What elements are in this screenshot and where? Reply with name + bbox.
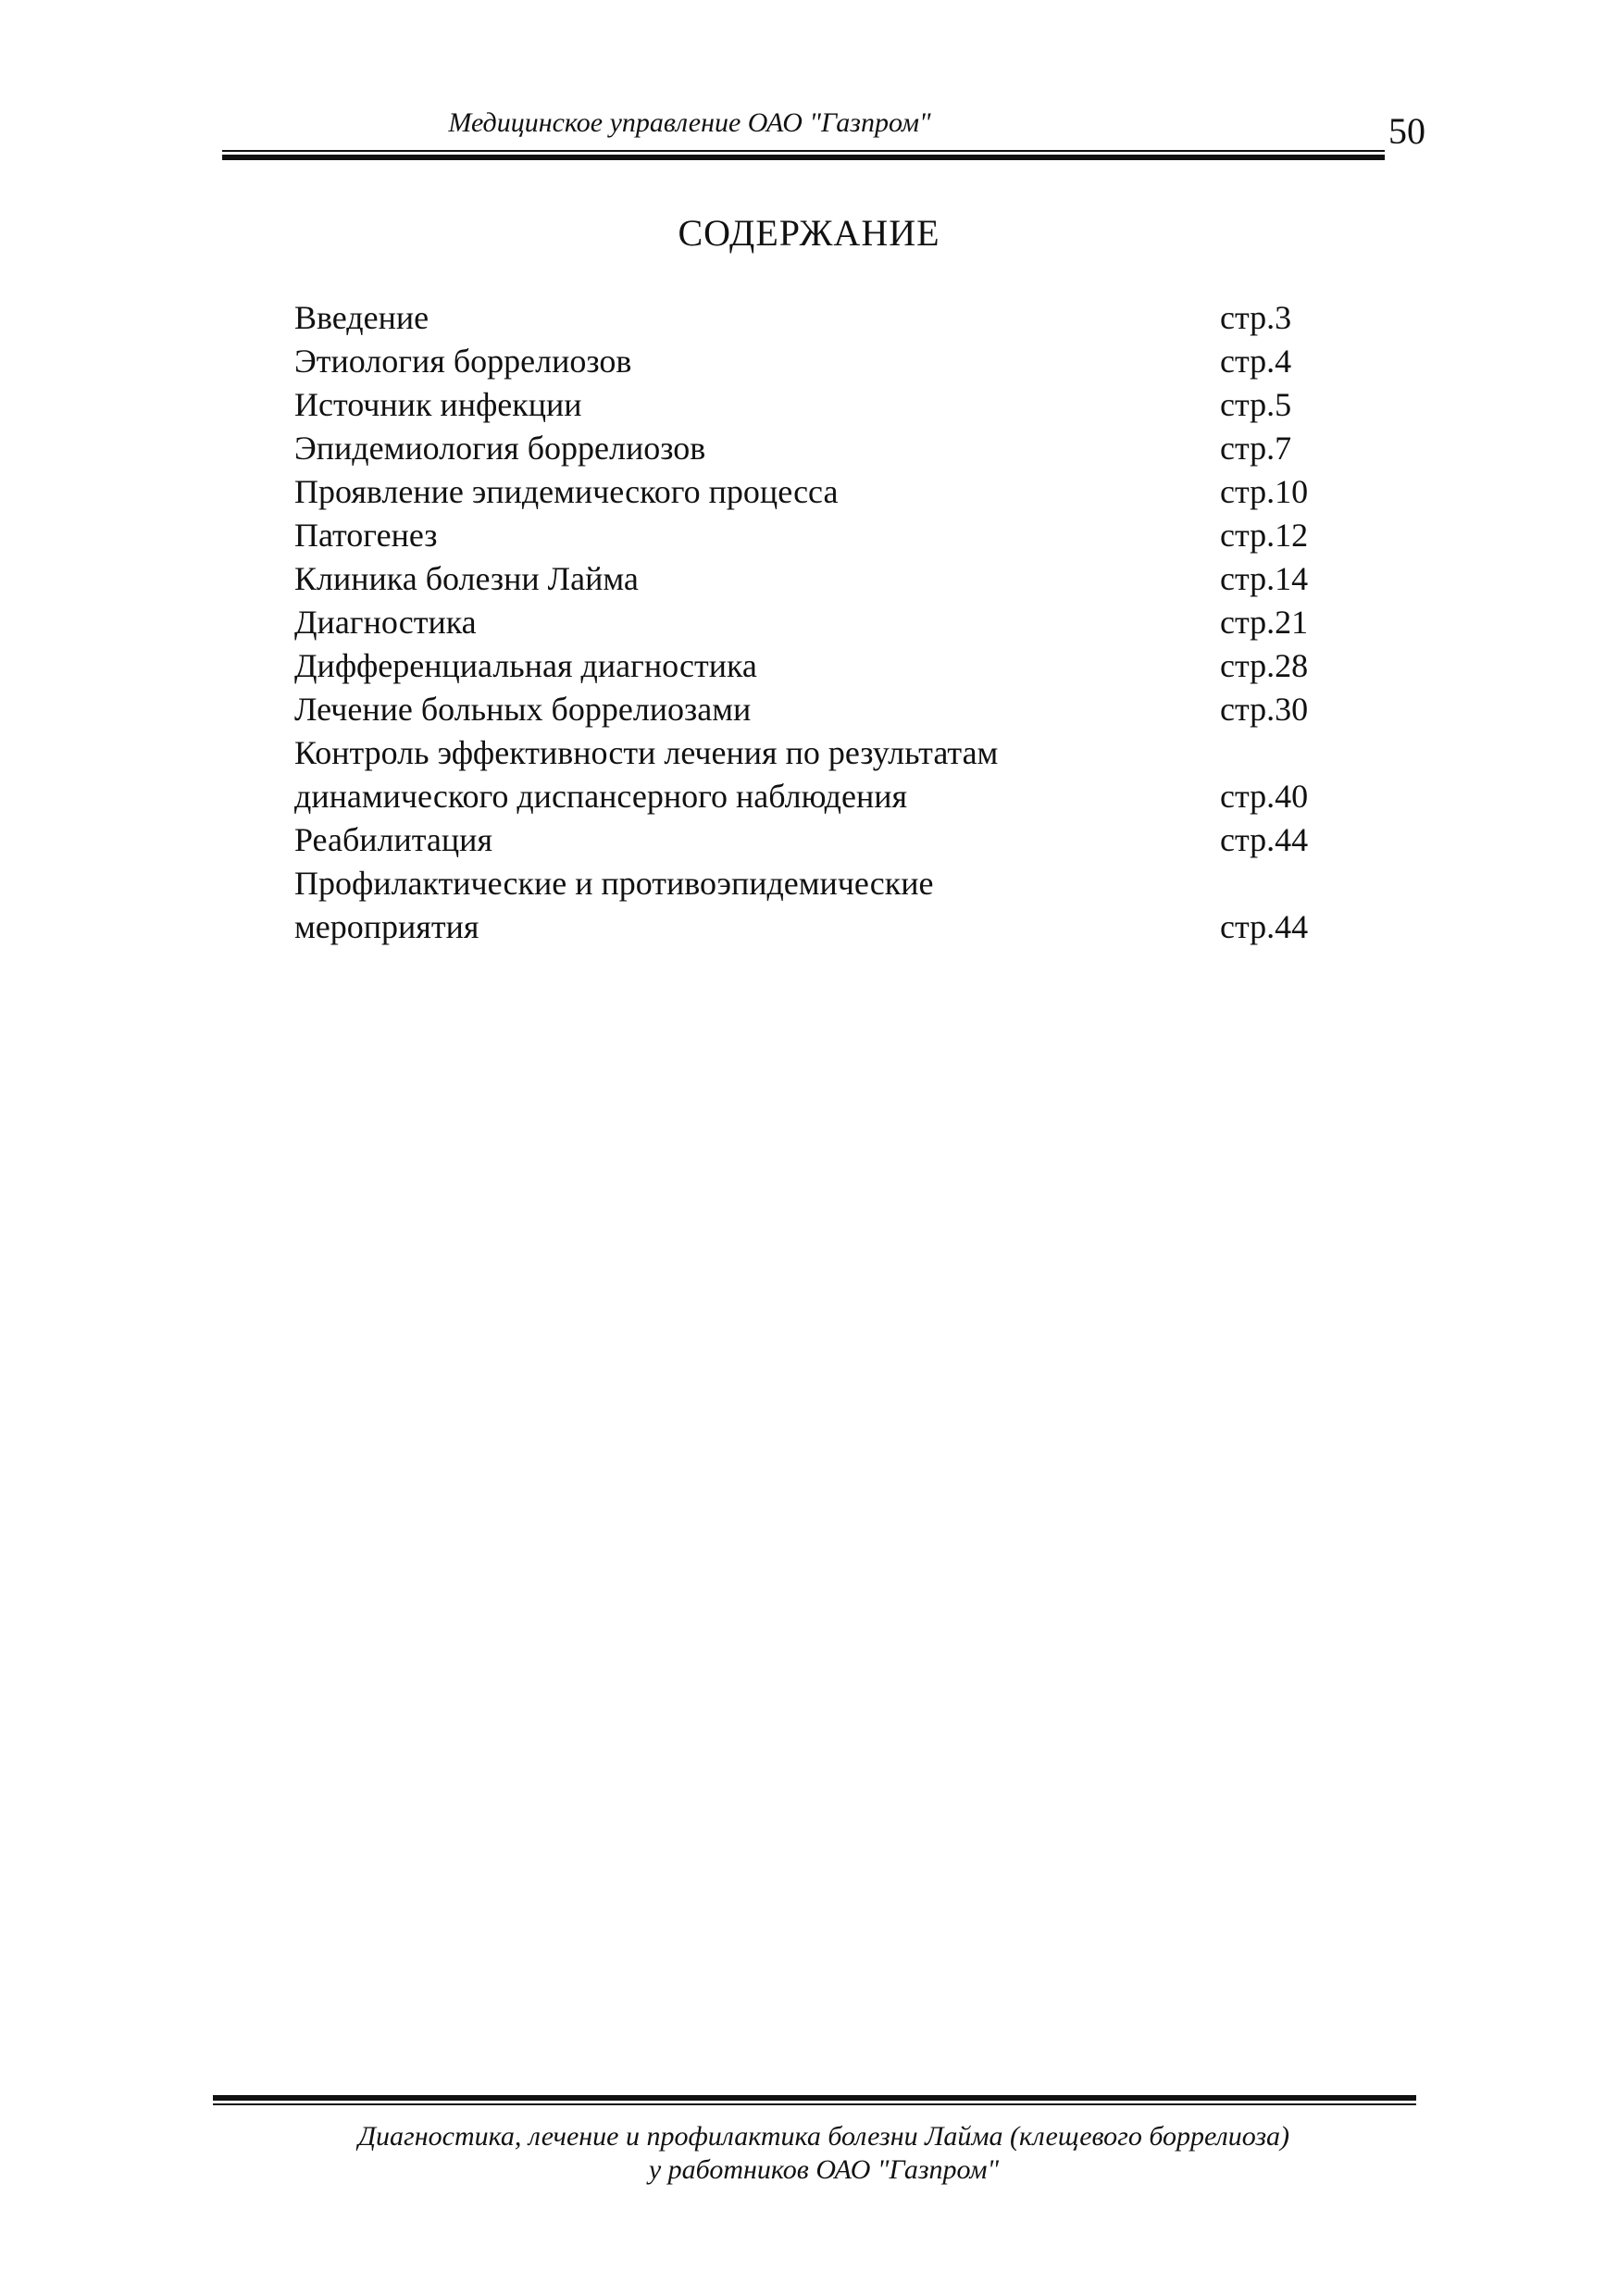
toc-entry-page: стр.12 bbox=[1220, 517, 1309, 554]
toc-entry-title bbox=[294, 644, 1220, 688]
toc-entry-title bbox=[294, 818, 1220, 862]
toc-entry bbox=[294, 340, 1340, 383]
toc-entry-title bbox=[294, 470, 1220, 514]
toc-entry-title-line: Дифференциальная диагностика bbox=[294, 647, 757, 684]
toc-entry-title-line: Лечение больных боррелиозами bbox=[294, 691, 752, 728]
toc-entry-page: стр.40 bbox=[1220, 778, 1309, 815]
toc-entry bbox=[294, 818, 1340, 862]
toc-entry-title-line: мероприятия bbox=[294, 908, 479, 945]
toc-entry bbox=[294, 514, 1340, 557]
toc-entry-page: стр.44 bbox=[1220, 908, 1309, 945]
toc-entry-page: стр.10 bbox=[1220, 473, 1309, 510]
header-title: Медицинское управление ОАО "Газпром" bbox=[448, 107, 931, 138]
toc-entry-page: стр.4 bbox=[1220, 343, 1292, 380]
toc-entry-title bbox=[294, 731, 1220, 818]
toc-entry bbox=[294, 688, 1340, 731]
toc-entry-title-line: Эпидемиология боррелиозов bbox=[294, 430, 706, 467]
toc-entry-title-line: Профилактические и противоэпидемические bbox=[294, 865, 934, 902]
toc-entry-title bbox=[294, 601, 1220, 644]
toc-entry-page: стр.7 bbox=[1220, 430, 1292, 467]
toc-entry bbox=[294, 427, 1340, 470]
running-footer bbox=[222, 2120, 1425, 2187]
toc-entry bbox=[294, 601, 1340, 644]
toc-entry-page: стр.30 bbox=[1220, 691, 1309, 728]
toc-entry bbox=[294, 470, 1340, 514]
toc-entry-title-line: Контроль эффективности лечения по результатам bbox=[294, 734, 999, 771]
toc-entry-title bbox=[294, 862, 1220, 949]
toc-entry-title bbox=[294, 383, 1220, 427]
page-number: 50 bbox=[1388, 110, 1425, 152]
toc-entry-title-line: Клиника болезни Лайма bbox=[294, 560, 639, 597]
header-rule-thick-line bbox=[222, 155, 1385, 160]
toc-entry bbox=[294, 862, 1340, 949]
toc-entry-page: стр.3 bbox=[1220, 299, 1292, 336]
toc-entry-title bbox=[294, 427, 1220, 470]
footer-line-1: Диагностика, лечение и профилактика болезни Лайма (клещевого боррелиоза) bbox=[357, 2121, 1290, 2152]
toc-entry-title bbox=[294, 514, 1220, 557]
toc-entry bbox=[294, 731, 1340, 818]
toc-entry-title bbox=[294, 688, 1220, 731]
toc-entry-title bbox=[294, 296, 1220, 340]
toc-entry-title-line: Этиология боррелиозов bbox=[294, 343, 632, 380]
toc-entry-title-line: Источник инфекции bbox=[294, 386, 582, 423]
toc-entry-page: стр.14 bbox=[1220, 560, 1309, 597]
toc-entry-page: стр.5 bbox=[1220, 386, 1292, 423]
toc-entry bbox=[294, 644, 1340, 688]
toc-entry-title bbox=[294, 557, 1220, 601]
toc-entry-title-line: Реабилитация bbox=[294, 821, 492, 858]
toc-entry bbox=[294, 557, 1340, 601]
toc-entry-title bbox=[294, 340, 1220, 383]
toc-entry-title-line: Патогенез bbox=[294, 517, 438, 554]
footer-rule bbox=[213, 2095, 1416, 2105]
toc-entry-title-line: Диагностика bbox=[294, 604, 477, 641]
footer-rule-thin-line bbox=[213, 2103, 1416, 2105]
toc-entry-title-line: динамического диспансерного наблюдения bbox=[294, 778, 908, 815]
toc-entry-title-line: Введение bbox=[294, 299, 429, 336]
toc-heading: СОДЕРЖАНИЕ bbox=[678, 212, 940, 254]
toc-entry-page: стр.44 bbox=[1220, 821, 1309, 858]
toc-entry-page: стр.28 bbox=[1220, 647, 1309, 684]
toc-entry bbox=[294, 296, 1340, 340]
footer-line-2: у работников ОАО "Газпром" bbox=[648, 2154, 1000, 2185]
toc-entry-page: стр.21 bbox=[1220, 604, 1309, 641]
table-of-contents bbox=[294, 296, 1340, 949]
toc-entry bbox=[294, 383, 1340, 427]
header-rule bbox=[222, 150, 1385, 160]
toc-entry-title-line: Проявление эпидемического процесса bbox=[294, 473, 839, 510]
